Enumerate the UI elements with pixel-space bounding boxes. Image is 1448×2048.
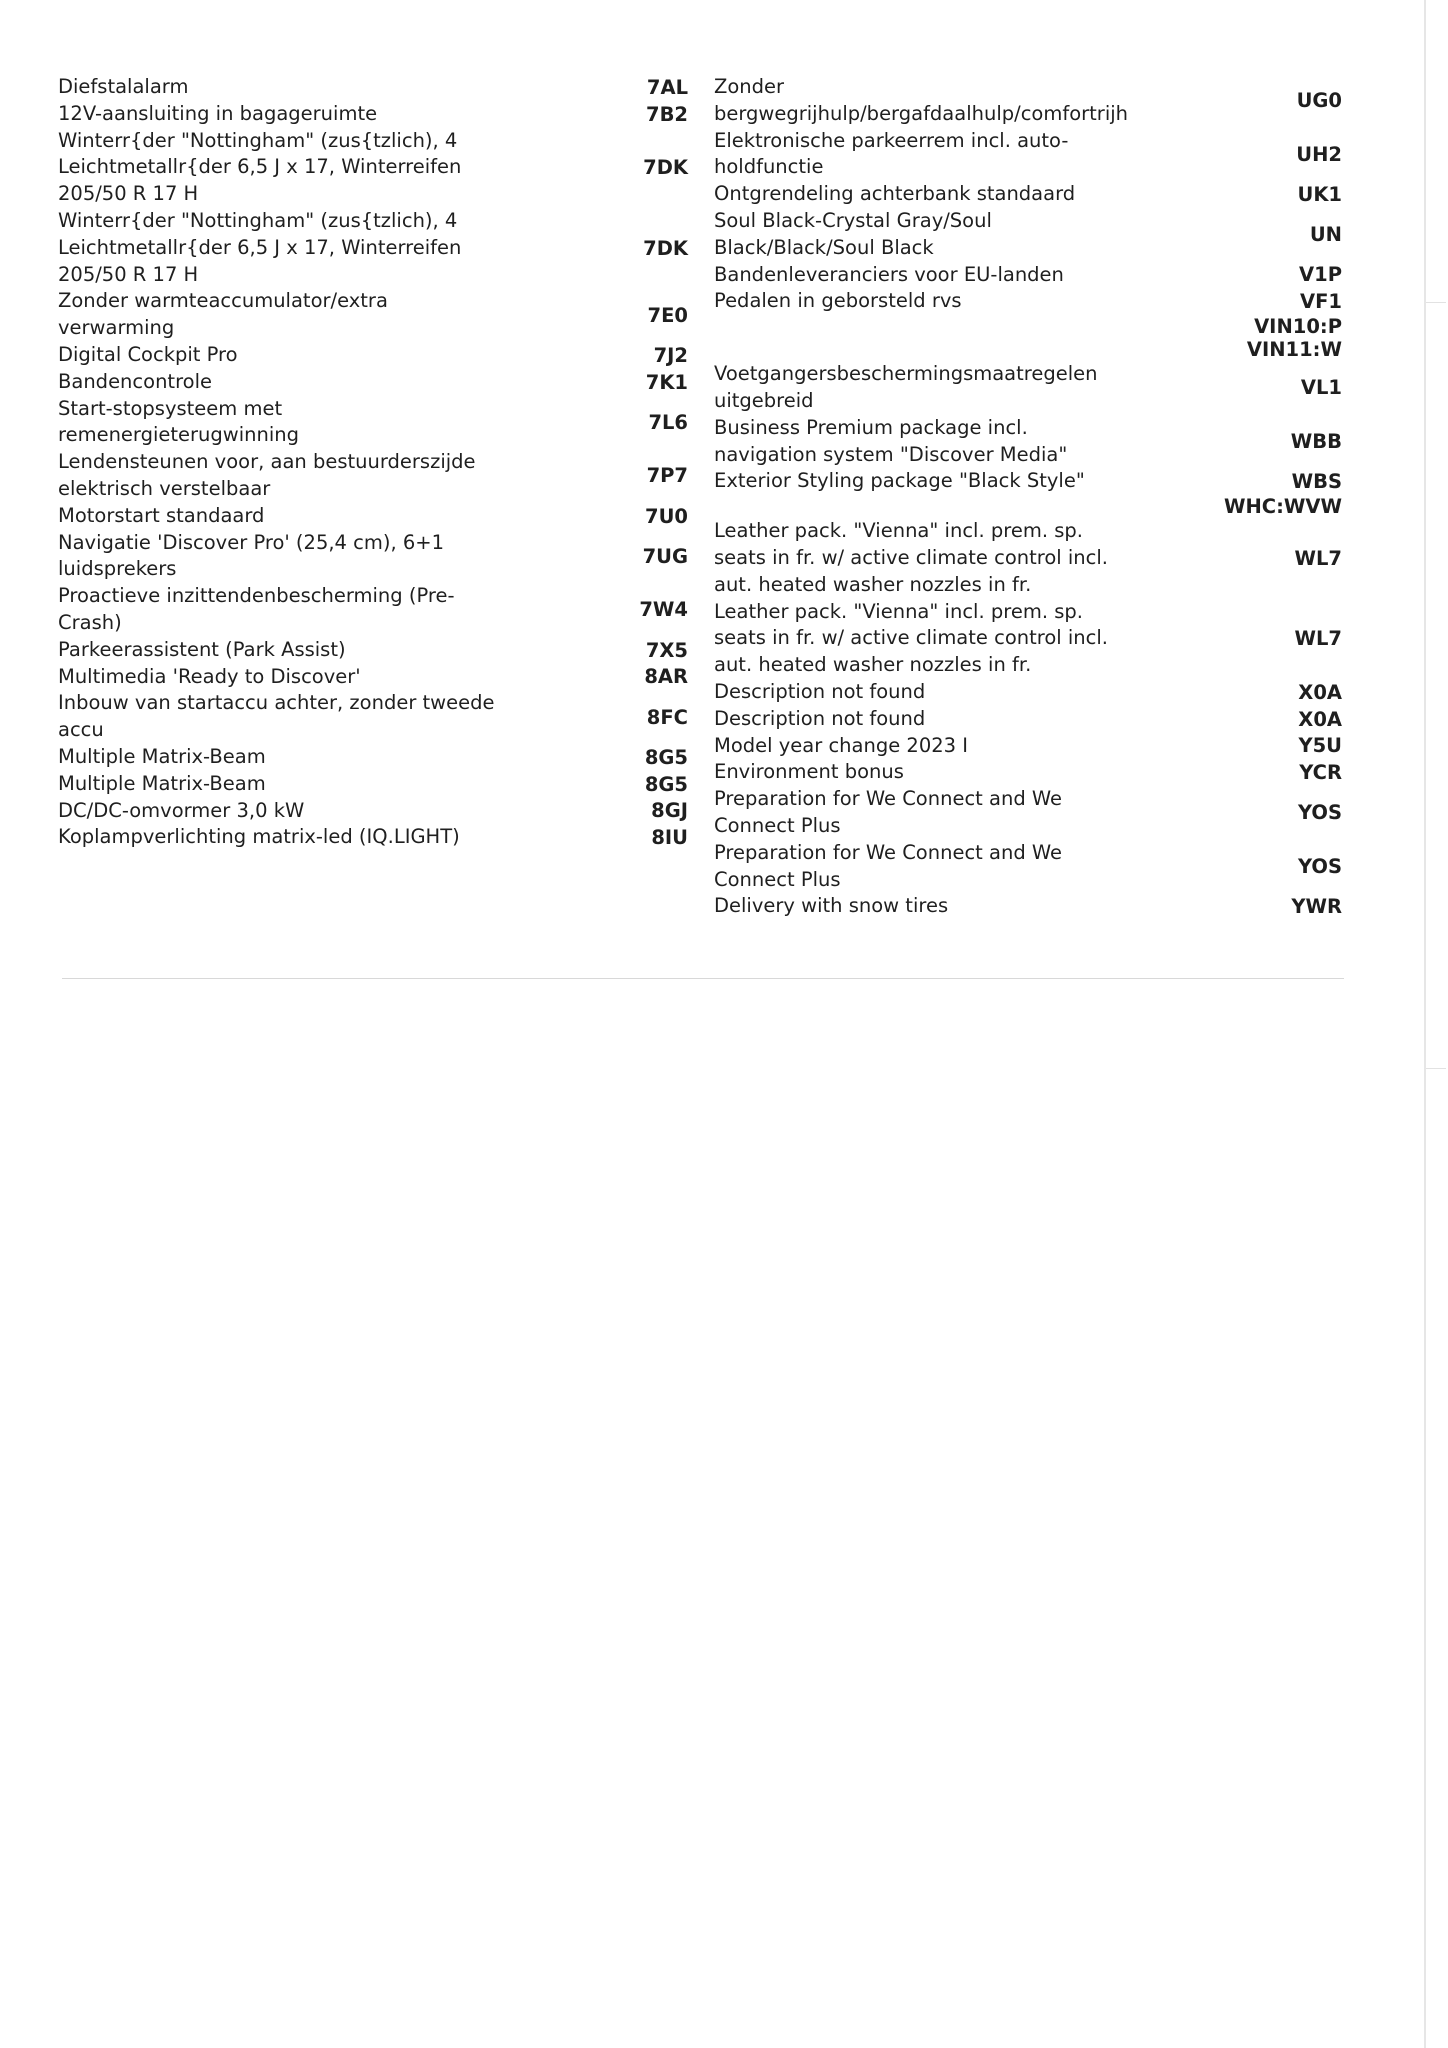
option-code: 7K1: [645, 370, 688, 394]
option-code: 7UG: [642, 544, 688, 568]
option-code: Y5U: [1298, 734, 1342, 758]
option-description: Diefstalalarm: [58, 75, 189, 98]
option-description: 12V-aansluiting in bagageruimte: [58, 101, 378, 125]
option-description: Elektronische parkeerrem incl. auto- holdfunctie: [714, 128, 1069, 179]
option-code: X0A: [1298, 707, 1342, 731]
option-row: [714, 181, 1342, 208]
option-row: [58, 288, 688, 342]
option-row: [58, 530, 688, 584]
option-row: [58, 74, 688, 101]
option-row: [714, 893, 1342, 920]
option-code: YOS: [1297, 855, 1342, 879]
option-description: Bandencontrole: [58, 369, 213, 393]
option-row: [58, 583, 688, 637]
options-list-right: [714, 74, 1342, 920]
option-description: Environment bonus: [714, 760, 904, 784]
option-description: Winterr{der "Nottingham" (zus{tzlich), 4 Leichtmetallr{der 6,5 J x 17, Winterreifen 205/50 R 17 H: [58, 128, 462, 206]
option-code: 8FC: [646, 705, 688, 729]
option-row: [58, 637, 688, 664]
option-row: [58, 396, 688, 450]
option-row: [58, 503, 688, 530]
option-code: UN: [1309, 223, 1342, 247]
option-description: Delivery with snow tires: [714, 894, 949, 918]
option-row: [58, 208, 688, 288]
option-description: Preparation for We Connect and We Connect Plus: [714, 787, 1063, 837]
options-list-left: [58, 74, 688, 851]
option-description: Multiple Matrix-Beam: [58, 744, 266, 768]
option-code: 7P7: [646, 464, 688, 488]
option-row: [714, 415, 1342, 469]
option-code: YOS: [1297, 801, 1342, 825]
option-code: YWR: [1291, 895, 1342, 919]
option-row: [714, 759, 1342, 786]
option-code: 7W4: [639, 598, 688, 622]
option-row: [58, 798, 688, 825]
option-code: WBB: [1290, 430, 1342, 454]
option-code: 7E0: [647, 303, 688, 327]
option-code: 8G5: [644, 772, 688, 796]
option-description: Ontgrendeling achterbank standaard: [714, 182, 1076, 206]
option-code: 7X5: [645, 638, 688, 662]
option-description: Lendensteunen voor, aan bestuurderszijde elektrisch verstelbaar: [58, 450, 476, 500]
option-code: VIN11:W: [1246, 338, 1342, 362]
option-code: X0A: [1298, 680, 1342, 704]
option-code: 7L6: [648, 410, 688, 434]
option-description: Navigatie 'Discover Pro' (25,4 cm), 6+1 luidsprekers: [58, 530, 445, 581]
option-code: VIN10:P: [1254, 315, 1342, 339]
option-row: [58, 128, 688, 208]
option-row: [714, 74, 1342, 128]
option-row: [58, 744, 688, 771]
option-row: [714, 208, 1342, 262]
option-code: WBS: [1291, 470, 1342, 494]
option-code: V1P: [1299, 263, 1342, 287]
option-row: [58, 771, 688, 798]
option-row: [58, 824, 688, 851]
option-description: Start-stopsysteem met remenergieterugwinning: [58, 396, 300, 447]
option-description: Inbouw van startaccu achter, zonder tweede accu: [58, 691, 495, 742]
option-code: 7B2: [646, 102, 688, 126]
page-edge-tick: [1426, 302, 1446, 303]
option-description: Proactieve inzittendenbescherming (Pre- Crash): [58, 584, 455, 634]
option-description: Description not found: [714, 706, 926, 730]
option-row: [714, 315, 1342, 338]
option-description: Bandenleveranciers voor EU-landen: [714, 262, 1064, 286]
section-divider: [62, 978, 1344, 979]
page-edge-line: [1424, 0, 1426, 2048]
option-code: 8G5: [644, 745, 688, 769]
option-code: UH2: [1296, 142, 1342, 166]
option-row: [714, 840, 1342, 894]
option-code: UK1: [1297, 183, 1342, 207]
option-description: Winterr{der "Nottingham" (zus{tzlich), 4 Leichtmetallr{der 6,5 J x 17, Winterreifen 205/50 R 17 H: [58, 208, 462, 286]
option-code: WL7: [1294, 546, 1342, 570]
option-row: [58, 449, 688, 503]
option-row: [714, 786, 1342, 840]
option-row: [714, 495, 1342, 518]
option-code: 7U0: [645, 504, 688, 528]
option-code: 7DK: [643, 236, 688, 260]
option-description: Parkeerassistent (Park Assist): [58, 637, 346, 661]
option-code: UG0: [1296, 89, 1342, 113]
option-description: Business Premium package incl. navigation system "Discover Media": [714, 415, 1068, 466]
option-description: Multimedia 'Ready to Discover': [58, 664, 361, 688]
option-description: Model year change 2023 I: [714, 733, 968, 757]
option-description: Zonder bergwegrijhulp/bergafdaalhulp/comfortrijh: [714, 75, 1129, 125]
option-row: [714, 338, 1342, 361]
page-edge-tick: [1426, 1068, 1446, 1069]
option-description: Leather pack. "Vienna" incl. prem. sp. seats in fr. w/ active climate control incl. aut. heated washer nozzles in fr.: [714, 519, 1109, 596]
option-description: Soul Black-Crystal Gray/Soul Black/Black/Soul Black: [714, 208, 992, 259]
option-row: [58, 342, 688, 369]
option-code: WL7: [1294, 627, 1342, 651]
option-code: VL1: [1300, 376, 1342, 400]
option-row: [58, 101, 688, 128]
option-code: 7AL: [646, 75, 688, 99]
option-row: [714, 733, 1342, 760]
option-code: 8AR: [644, 665, 688, 689]
option-description: Exterior Styling package "Black Style": [714, 469, 1085, 493]
option-row: [714, 361, 1342, 415]
option-code: 7DK: [643, 156, 688, 180]
option-code: 8IU: [651, 826, 688, 850]
option-row: [58, 690, 688, 744]
option-description: Zonder warmteaccumulator/extra verwarming: [58, 289, 388, 340]
option-code: YCR: [1299, 761, 1342, 785]
option-description: Leather pack. "Vienna" incl. prem. sp. seats in fr. w/ active climate control incl. aut. heated washer nozzles in fr.: [714, 599, 1109, 677]
option-description: Description not found: [714, 679, 926, 703]
option-description: Preparation for We Connect and We Connect Plus: [714, 840, 1063, 891]
option-row: [714, 128, 1342, 182]
option-row: [58, 369, 688, 396]
option-code: 8GJ: [651, 799, 688, 823]
option-code: VF1: [1300, 290, 1342, 314]
option-row: [58, 664, 688, 691]
option-row: [714, 599, 1342, 679]
option-description: Digital Cockpit Pro: [58, 342, 238, 366]
option-code: WHC:WVW: [1223, 495, 1342, 519]
option-row: [714, 468, 1342, 495]
option-description: Pedalen in geborsteld rvs: [714, 289, 962, 313]
option-description: Koplampverlichting matrix-led (IQ.LIGHT): [58, 825, 460, 849]
option-row: [714, 262, 1342, 289]
option-description: Motorstart standaard: [58, 503, 265, 527]
option-description: Voetgangersbeschermingsmaatregelen uitgebreid: [714, 362, 1098, 412]
option-row: [714, 288, 1342, 315]
option-row: [714, 518, 1342, 598]
option-description: Multiple Matrix-Beam: [58, 771, 266, 795]
option-row: [714, 679, 1342, 706]
option-description: DC/DC-omvormer 3,0 kW: [58, 798, 305, 822]
option-row: [714, 706, 1342, 733]
option-code: 7J2: [653, 343, 688, 367]
